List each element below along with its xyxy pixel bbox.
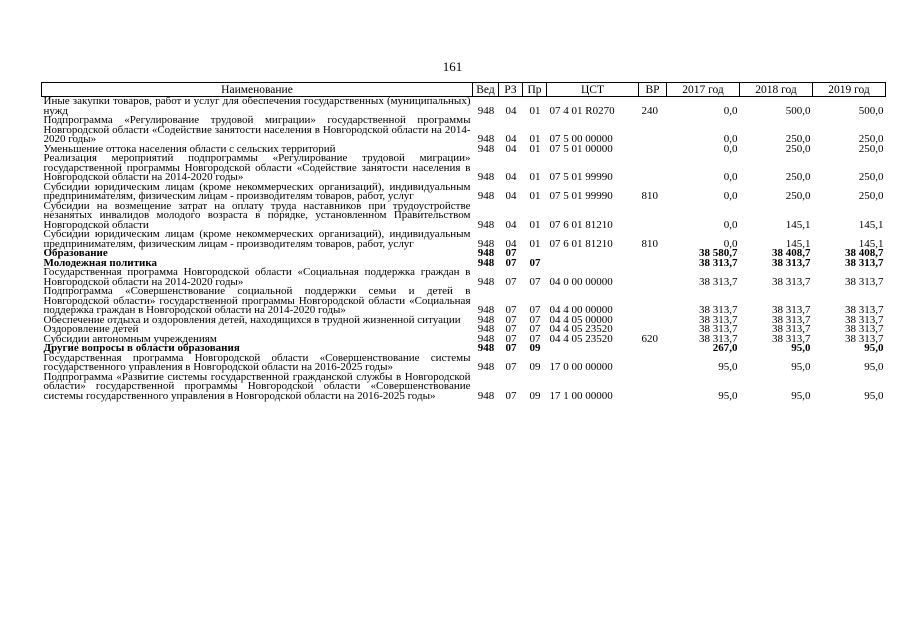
row-2018: 38 313,7 bbox=[772, 313, 811, 326]
row-cst: 07 5 01 99990 bbox=[549, 171, 613, 183]
row-2019: 95,0 bbox=[864, 389, 884, 402]
row-pr: 07 bbox=[529, 256, 541, 269]
row-rz: 07 bbox=[505, 361, 517, 373]
row-2017: 95,0 bbox=[718, 361, 738, 373]
row-rz: 07 bbox=[505, 256, 517, 269]
row-2019: 38 313,7 bbox=[845, 332, 884, 345]
row-vr bbox=[639, 249, 667, 259]
row-vr bbox=[639, 354, 667, 373]
row-ved: 948 bbox=[477, 389, 495, 402]
row-name: Иные закупки товаров, работ и услуг для обеспечения государственных (муниципальных) нужд bbox=[43, 95, 471, 117]
row-2018: 95,0 bbox=[791, 389, 811, 402]
row-pr: 07 bbox=[529, 332, 541, 345]
row-2018: 95,0 bbox=[791, 361, 811, 373]
row-cst bbox=[547, 249, 639, 259]
row-2017: 38 580,7 bbox=[699, 247, 738, 259]
row-pr: 01 bbox=[529, 190, 541, 202]
table-row bbox=[42, 354, 886, 373]
row-ved: 948 bbox=[477, 361, 495, 373]
row-2019: 38 313,7 bbox=[845, 323, 884, 335]
row-cst bbox=[547, 344, 639, 354]
row-rz: 07 bbox=[505, 247, 517, 259]
row-2019: 145,1 bbox=[858, 237, 884, 250]
row-name: Субсидии юридическим лицам (кроме некоммерческих организаций), индивидуальным предпринимателям, физическим лицам - производителям товаров, работ, услуг bbox=[43, 228, 471, 250]
row-2018: 145,1 bbox=[785, 237, 811, 250]
row-vr bbox=[639, 116, 667, 145]
row-vr: 810 bbox=[641, 190, 658, 202]
row-rz: 07 bbox=[505, 313, 517, 326]
row-ved: 948 bbox=[477, 313, 495, 326]
row-pr: 09 bbox=[529, 342, 541, 354]
row-2019: 145,1 bbox=[858, 218, 884, 231]
row-pr: 01 bbox=[529, 142, 541, 155]
row-vr: 810 bbox=[641, 237, 658, 250]
row-rz: 07 bbox=[505, 332, 517, 345]
header-rz: РЗ bbox=[499, 83, 523, 97]
row-2019: 250,0 bbox=[858, 133, 884, 145]
header-vr: ВР bbox=[639, 83, 667, 97]
row-rz: 07 bbox=[505, 323, 517, 335]
row-2017: 0,0 bbox=[723, 218, 738, 231]
row-cst: 04 0 00 00000 bbox=[549, 275, 613, 288]
row-2018: 38 313,7 bbox=[772, 332, 811, 345]
row-2017: 38 313,7 bbox=[699, 313, 738, 326]
row-pr: 07 bbox=[529, 313, 541, 326]
row-vr bbox=[639, 268, 667, 287]
row-cst bbox=[547, 259, 639, 269]
table-row bbox=[42, 373, 886, 402]
row-2017: 38 313,7 bbox=[699, 256, 738, 269]
row-cst: 07 5 01 99990 bbox=[549, 190, 613, 202]
row-name: Обеспечение отдыха и оздоровления детей, находящихся в трудной жизненной ситуации bbox=[43, 313, 461, 326]
row-2017: 95,0 bbox=[718, 389, 738, 402]
row-vr bbox=[639, 154, 667, 183]
row-vr bbox=[639, 316, 667, 326]
row-pr: 07 bbox=[529, 275, 541, 288]
row-2017: 0,0 bbox=[723, 190, 738, 202]
row-2017: 38 313,7 bbox=[699, 275, 738, 288]
row-ved: 948 bbox=[477, 218, 495, 231]
row-2019: 38 313,7 bbox=[845, 313, 884, 326]
row-name: Субсидии на возмещение затрат на оплату труда наставников при трудоустройстве незанятых инвалидов молодого возраста в порядке, установленном Правительством Новгородской области bbox=[43, 199, 471, 231]
row-vr bbox=[639, 202, 667, 231]
row-2017: 0,0 bbox=[723, 133, 738, 145]
row-vr bbox=[639, 287, 667, 316]
row-rz: 07 bbox=[505, 342, 517, 354]
row-cst: 04 4 05 23520 bbox=[549, 332, 613, 345]
row-2019: 38 313,7 bbox=[845, 304, 884, 316]
row-vr bbox=[639, 145, 667, 155]
row-ved: 948 bbox=[477, 142, 495, 155]
row-rz: 04 bbox=[505, 190, 517, 202]
row-pr: 09 bbox=[529, 389, 541, 402]
row-2017: 38 313,7 bbox=[699, 323, 738, 335]
row-name: Молодежная политика bbox=[43, 256, 158, 269]
row-pr: 07 bbox=[529, 323, 541, 335]
row-name: Образование bbox=[43, 247, 108, 259]
row-rz: 07 bbox=[505, 389, 517, 402]
row-pr: 01 bbox=[529, 133, 541, 145]
row-cst: 04 4 00 00000 bbox=[549, 304, 613, 316]
row-rz: 04 bbox=[505, 237, 517, 250]
row-pr: 01 bbox=[529, 237, 541, 250]
table-row bbox=[42, 230, 886, 249]
row-rz: 04 bbox=[505, 104, 517, 117]
row-2019: 95,0 bbox=[864, 342, 884, 354]
row-2018: 500,0 bbox=[785, 104, 811, 117]
row-rz: 04 bbox=[505, 133, 517, 145]
row-ved: 948 bbox=[477, 133, 495, 145]
row-ved: 948 bbox=[477, 247, 495, 259]
row-rz: 07 bbox=[505, 304, 517, 316]
row-2019: 38 313,7 bbox=[845, 256, 884, 269]
row-rz: 04 bbox=[505, 142, 517, 155]
table-row bbox=[42, 316, 886, 326]
row-2019: 38 313,7 bbox=[845, 275, 884, 288]
row-2017: 38 313,7 bbox=[699, 304, 738, 316]
row-name: Реализация мероприятий подпрограммы «Регулирование трудовой миграции» государственной программы Новгородской области «Содействие занятости населения в Новгородской области на 2014-2020 годы» bbox=[43, 152, 471, 183]
row-ved: 948 bbox=[477, 342, 495, 354]
row-2019: 500,0 bbox=[858, 104, 884, 117]
row-name: Субсидии юридическим лицам (кроме некоммерческих организаций), индивидуальным предпринимателям, физическим лицам - производителям товаров, работ, услуг bbox=[43, 180, 471, 202]
row-2017: 0,0 bbox=[723, 142, 738, 155]
row-ved: 948 bbox=[477, 304, 495, 316]
row-cst: 07 4 01 R0270 bbox=[549, 104, 615, 117]
row-ved: 948 bbox=[477, 332, 495, 345]
row-vr bbox=[639, 373, 667, 402]
row-name: Подпрограмма «Регулирование трудовой миграции» государственной программы Новгородской области «Содействие занятости населения в Новгородской области на 2014-2020 годы» bbox=[43, 114, 471, 145]
table-row bbox=[42, 249, 886, 259]
row-pr: 01 bbox=[529, 171, 541, 183]
row-2018: 250,0 bbox=[785, 133, 811, 145]
row-cst: 07 6 01 81210 bbox=[549, 237, 613, 250]
row-cst: 07 5 00 00000 bbox=[549, 133, 613, 145]
header-ved: Вед bbox=[473, 83, 499, 97]
row-ved: 948 bbox=[477, 256, 495, 269]
row-ved: 948 bbox=[477, 323, 495, 335]
row-name: Государственная программа Новгородской области «Социальная поддержка граждан в Новгородской области на 2014-2020 годы» bbox=[43, 266, 471, 288]
row-2017: 0,0 bbox=[723, 171, 738, 183]
row-vr: 240 bbox=[641, 104, 658, 117]
row-name: Государственная программа Новгородской области «Совершенствование системы государственного управления в Новгородской области на 2016-2025 годы» bbox=[43, 351, 471, 373]
row-ved: 948 bbox=[477, 237, 495, 250]
table-row bbox=[42, 116, 886, 145]
row-2018: 250,0 bbox=[785, 190, 811, 202]
budget-table bbox=[41, 82, 886, 401]
row-name: Субсидии автономным учреждениям bbox=[43, 332, 217, 345]
row-pr: 01 bbox=[529, 218, 541, 231]
row-vr: 620 bbox=[641, 332, 658, 345]
row-vr bbox=[639, 344, 667, 354]
table-row bbox=[42, 287, 886, 316]
row-rz: 04 bbox=[505, 218, 517, 231]
row-cst: 07 5 01 00000 bbox=[549, 142, 613, 155]
row-2017: 267,0 bbox=[712, 342, 738, 354]
row-2018: 250,0 bbox=[785, 171, 811, 183]
row-2018: 38 313,7 bbox=[772, 256, 811, 269]
row-cst: 17 1 00 00000 bbox=[549, 389, 613, 402]
row-cst: 07 6 01 81210 bbox=[549, 218, 613, 231]
header-name: Наименование bbox=[42, 83, 473, 97]
row-cst: 17 0 00 00000 bbox=[549, 361, 613, 373]
row-2018: 38 313,7 bbox=[772, 323, 811, 335]
header-cst: ЦСТ bbox=[547, 83, 639, 97]
row-ved: 948 bbox=[477, 171, 495, 183]
header-pr: Пр bbox=[523, 83, 547, 97]
row-2017: 0,0 bbox=[723, 104, 738, 117]
row-2018: 95,0 bbox=[791, 342, 811, 354]
row-pr: 01 bbox=[529, 104, 541, 117]
row-pr: 09 bbox=[529, 361, 541, 373]
row-name: Подпрограмма «Совершенствование социальной поддержки семьи и детей в Новгородской области» государственной программы Новгородской области «Социальная поддержка граждан в Новгородской области на 2014-2020 годы» bbox=[43, 285, 471, 316]
row-rz: 07 bbox=[505, 275, 517, 288]
row-2019: 250,0 bbox=[858, 171, 884, 183]
row-name: Подпрограмма «Развитие системы государственной гражданской службы в Новгородской области» государственной программы Новгородской области «Совершенствование системы государственного управления в Новгородской области на 2016-2025 годы» bbox=[43, 370, 471, 402]
row-2018: 38 313,7 bbox=[772, 304, 811, 316]
header-2018: 2018 год bbox=[740, 83, 813, 97]
table-row bbox=[42, 154, 886, 183]
row-rz: 04 bbox=[505, 171, 517, 183]
row-2019: 38 408,7 bbox=[845, 247, 884, 259]
row-cst: 04 4 05 00000 bbox=[549, 313, 613, 326]
row-2019: 95,0 bbox=[864, 361, 884, 373]
row-cst: 04 4 05 23520 bbox=[549, 323, 613, 335]
row-2017: 0,0 bbox=[723, 237, 738, 250]
row-2018: 38 313,7 bbox=[772, 275, 811, 288]
row-2018: 250,0 bbox=[785, 142, 811, 155]
row-ved: 948 bbox=[477, 275, 495, 288]
table-row bbox=[42, 202, 886, 231]
row-ved: 948 bbox=[477, 104, 495, 117]
row-2019: 250,0 bbox=[858, 142, 884, 155]
row-2018: 38 408,7 bbox=[772, 247, 811, 259]
row-name: Уменьшение оттока населения области с сельских территорий bbox=[43, 142, 336, 155]
row-name: Оздоровление детей bbox=[43, 323, 139, 335]
page-number: 161 bbox=[442, 59, 463, 74]
row-2018: 145,1 bbox=[785, 218, 811, 231]
row-vr bbox=[639, 259, 667, 269]
table-row bbox=[42, 183, 886, 202]
row-ved: 948 bbox=[477, 190, 495, 202]
header-2019: 2019 год bbox=[813, 83, 886, 97]
row-pr: 07 bbox=[529, 304, 541, 316]
row-name: Другие вопросы в области образования bbox=[43, 342, 240, 354]
row-2019: 250,0 bbox=[858, 190, 884, 202]
header-2017: 2017 год bbox=[667, 83, 740, 97]
row-2017: 38 313,7 bbox=[699, 332, 738, 345]
